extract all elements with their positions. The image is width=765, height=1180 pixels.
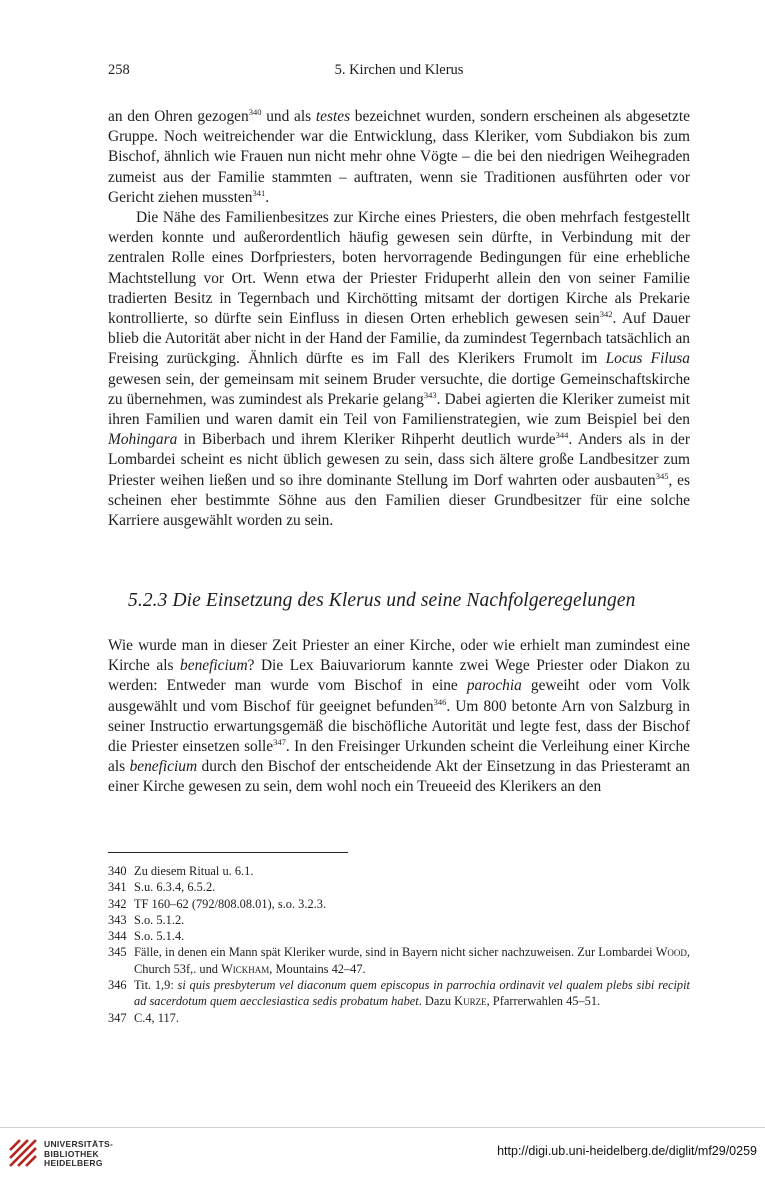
footnote-ref[interactable]: 342 bbox=[599, 309, 613, 320]
footnote: 343 S.o. 5.1.2. bbox=[108, 912, 185, 927]
footnote: 347 C.4, 117. bbox=[108, 1010, 179, 1025]
footnote: 340 Zu diesem Ritual u. 6.1. bbox=[108, 864, 254, 878]
body-text-bottom bbox=[108, 636, 690, 798]
footnote-ref[interactable]: 340 bbox=[248, 107, 262, 117]
footnote-ref[interactable]: 347 bbox=[273, 737, 286, 748]
page-header bbox=[108, 62, 690, 86]
footnote: 341 S.u. 6.3.4, 6.5.2. bbox=[108, 880, 216, 895]
paragraph-1: an den Ohren gezogen$^{340}$ und als testes bezeichnet wurden, sondern erscheinen als abgesetzte Gruppe. Noch weitreichender war die Entwicklung, dass Kleriker, vom Subdiakon bis zum Bischof, ähnlich wie Frauen nun nicht mehr ohne Vögte – die bei den niedrigen Weihegraden zumeist aus der Familie stammten – auftraten, wenn sie Traditionen ausführten oder vor Gericht ziehen mussten$^{341}$. bbox=[108, 107, 690, 206]
viewer-footer bbox=[0, 1127, 765, 1180]
footnotes bbox=[108, 863, 690, 1026]
footnote-ref[interactable]: 346 bbox=[433, 696, 447, 707]
footnote: 344 S.o. 5.1.4. bbox=[108, 929, 185, 944]
running-title: 5. Kirchen und Klerus bbox=[334, 62, 464, 78]
footnote: 345 Fälle, in denen ein Mann spät Kleriker wurde, sind in Bayern nicht sicher nachzuweisen. Zur Lombardei Wood, Church 53f,. und Wickham, Mountains 42–47. bbox=[108, 945, 690, 976]
footnote-ref[interactable]: 344 bbox=[555, 430, 569, 441]
paragraph-3: Wie wurde man in dieser Zeit Priester an einer Kirche, oder wie erhielt man zumindest eine Kirche als beneficium? Die Lex Baiuvariorum kannte zwei Wege Priester oder Diakon zu werden: Entweder man wurde vom Bischof in eine parochia geweiht oder vom Volk ausgewählt und vom Bischof für geeignet befunden$^{346}$. Um 800 betonte Arn von Salzburg in seiner Instructio erwartungsgemäß die bischöfliche Autorität und legte fest, dass der Bischof die Priester einsetzen solle$^{347}$. In den Freisinger Urkunden scheint die Verleihung einer Kirche als beneficium durch den Bischof der entscheidende Akt der Einsetzung in das Priesteramt an einer Kirche gewesen zu sein, dem wohl noch ein Treueeid des Klerikers an den bbox=[108, 637, 691, 796]
library-logo-icon bbox=[8, 1138, 38, 1168]
page-number: 258 bbox=[108, 62, 130, 78]
footnote: 342 TF 160–62 (792/808.08.01), s.o. 3.2.3. bbox=[108, 896, 327, 911]
footnote-ref[interactable]: 345 bbox=[655, 470, 669, 481]
permalink-url[interactable]: http://digi.ub.uni-heidelberg.de/diglit/mf29/0259 bbox=[497, 1144, 757, 1158]
body-text-top bbox=[108, 107, 690, 531]
footnote-divider bbox=[108, 852, 348, 853]
paragraph-2: Die Nähe des Familienbesitzes zur Kirche eines Priesters, die oben mehrfach festgestellt werden konnte und außerordentlich häufig gewesen sein dürfte, in Verbindung mit der zentralen Rolle eines Dorfpriesters, boten hervorragende Bedingungen für eine erhebliche Machtstellung vor Ort. Wenn etwa der Priester Friduperht allein den von seiner Familie tradierten Besitz in Tegernbach und Kirchötting mitsamt der dortigen Kirche als Prekarie kontrollierte, so dürfte sein Einfluss in diesen Orten erheblich gewesen sein$^{342}$. Auf Dauer blieb die Autorität aber nicht in der Hand der Familie, da zumindest Tegernbach tatsächlich an Freising zurückging. Ähnlich dürfte es im Fall des Klerikers Frumolt im Locus Filusa gewesen sein, der gemeinsam mit seinem Bruder versuchte, die dortige Gemeinschaftskirche zu übernehmen, was zumindest als Prekarie gelang$^{343}$. Dabei agierten die Kleriker zumeist mit ihren Familien und waren damit ein Teil von Familienstrategien, wie zum Beispiel bei den Mohingara in Biberbach und ihrem Kleriker Rihperht deutlich wurde$^{344}$. Anders als in der Lombardei scheint es nicht üblich gewesen zu sein, dass sich ältere große Landbesitzer zum Priester weihen ließen und so ihre dominante Stellung im Dorf wahrten oder ausbauten$^{345}$, es scheinen eher bestimmte Söhne aus den Familien dieser Grundbesitzer für eine solche Karriere ausgewählt worden zu sein. bbox=[108, 209, 691, 530]
footnote-ref[interactable]: 343 bbox=[423, 389, 437, 400]
footnote: 346 Tit. 1,9: si quis presbyterum vel diaconum quem episcopus in parrochia ordinavit vel qualem plebs sibi recipit ad sacerdotum quem aecclesiastica sedis probatum habet. Dazu Kurze, Pfarrerwahlen 45–51. bbox=[108, 978, 690, 1009]
section-heading: 5.2.3 Die Einsetzung des Klerus und seine Nachfolgeregelungen bbox=[128, 590, 636, 611]
library-name: UNIVERSITÄTS- BIBLIOTHEK HEIDELBERG bbox=[44, 1139, 114, 1168]
footnote-ref[interactable]: 341 bbox=[252, 187, 266, 198]
